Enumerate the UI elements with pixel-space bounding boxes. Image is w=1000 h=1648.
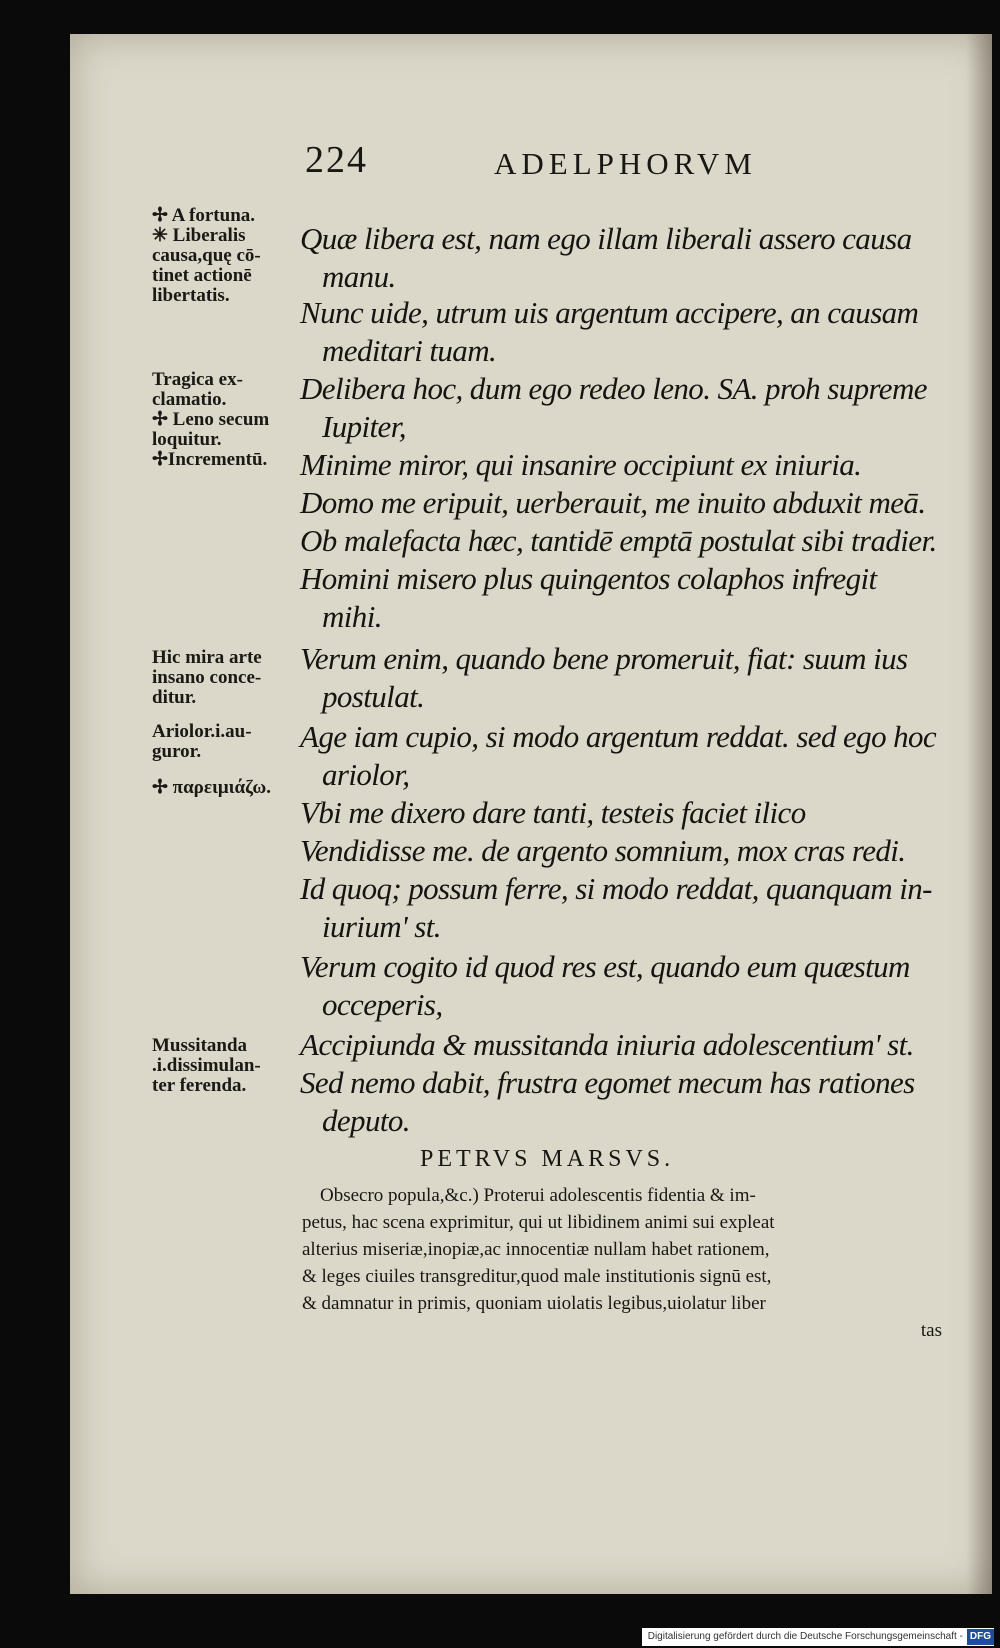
marginal-note <box>152 778 302 798</box>
verse-line: Verum enim, quando bene promeruit, fiat: suum ius <box>300 641 908 676</box>
marginal-note-line: libertatis. <box>152 285 230 306</box>
marginal-note-line: ✳ Liberalis <box>152 225 246 246</box>
verse <box>300 484 980 522</box>
verse-line: Delibera hoc, dum ego redeo leno. SA. proh supreme <box>300 371 927 406</box>
verse <box>300 1026 980 1064</box>
verse-line: manu. <box>322 259 396 294</box>
marginal-note-line: causa,quę cō- <box>152 245 261 266</box>
verse-line: Nunc uide, utrum uis argentum accipere, an causam <box>300 295 919 330</box>
verse-line: ariolor, <box>322 757 410 792</box>
marginal-note-line: ✢ παρειμιάζω. <box>152 777 271 798</box>
verse-line: Id quoq; possum ferre, si modo reddat, quanquam in- <box>300 871 932 906</box>
commentary-text <box>302 1182 982 1344</box>
marginal-note <box>152 648 302 708</box>
commentary-heading: PETRVS MARSVS. <box>420 1146 675 1172</box>
marginal-note <box>152 1036 302 1096</box>
commentary-line: & leges ciuiles transgreditur,quod male institutionis signū est, <box>302 1266 772 1287</box>
verse-line: Minime miror, qui insanire occipiunt ex iniuria. <box>300 447 862 482</box>
marginal-note-line: tinet actionē <box>152 265 252 286</box>
marginal-note <box>152 206 302 306</box>
page-header <box>70 138 992 181</box>
marginal-note <box>152 722 302 762</box>
verse <box>300 640 980 716</box>
verse-line: iurium' st. <box>322 909 441 944</box>
verse-line: occeperis, <box>322 987 443 1022</box>
marginal-note-line: Ariolor.i.au- <box>152 721 252 742</box>
verse-line: Vbi me dixero dare tanti, testeis faciet ilico <box>300 795 806 830</box>
marginal-note-line: ✢ Leno secum <box>152 409 270 430</box>
verse-line: Verum cogito id quod res est, quando eum quæstum <box>300 949 910 984</box>
verse-line: Accipiunda & mussitanda iniuria adolescentium' st. <box>300 1027 914 1062</box>
verse <box>300 1064 980 1140</box>
verse <box>300 560 980 636</box>
verse <box>300 446 980 484</box>
verse <box>300 870 980 946</box>
marginal-note-line: Hic mira arte <box>152 647 262 668</box>
verse-line: Domo me eripuit, uerberauit, me inuito abduxit meā. <box>300 485 926 520</box>
verse-line: Iupiter, <box>322 409 406 444</box>
marginal-note-line: ✢ A fortuna. <box>152 205 256 226</box>
verse-line: deputo. <box>322 1103 410 1138</box>
digitization-footer <box>642 1628 994 1646</box>
verse-line: Age iam cupio, si modo argentum reddat. sed ego hoc <box>300 719 937 754</box>
page-number: 224 <box>305 139 368 181</box>
verse-line: Sed nemo dabit, frustra egomet mecum has rationes <box>300 1065 915 1100</box>
marginal-note-line: ✢Incrementū. <box>152 449 268 470</box>
commentary-line: tas <box>920 1320 942 1341</box>
verse <box>300 832 980 870</box>
verse <box>300 718 980 794</box>
verse-line: meditari tuam. <box>322 333 497 368</box>
marginal-note-line: insano conce- <box>152 667 262 688</box>
verse <box>300 794 980 832</box>
verse <box>300 948 980 1024</box>
marginal-note-line: Tragica ex- <box>152 369 243 390</box>
verse-line: mihi. <box>322 599 382 634</box>
marginal-note-line: clamatio. <box>152 389 227 410</box>
commentary-line: & damnatur in primis, quoniam uiolatis legibus,uiolatur liber <box>302 1293 766 1314</box>
commentary-line: alterius miseriæ,inopiæ,ac innocentiæ nullam habet rationem, <box>302 1239 770 1260</box>
marginal-note-line: guror. <box>152 741 202 762</box>
commentary-line: petus, hac scena exprimitur, qui ut libidinem animi sui expleat <box>302 1212 775 1233</box>
verse-line: postulat. <box>322 679 425 714</box>
verse <box>300 220 980 296</box>
marginal-note-line: .i.dissimulan- <box>152 1055 261 1076</box>
verse-line: Quæ libera est, nam ego illam liberali assero causa <box>300 221 912 256</box>
footer-text: Digitalisierung gefördert durch die Deutsche Forschungsgemeinschaft - <box>647 1631 963 1642</box>
verse <box>300 294 980 370</box>
marginal-note-line: Mussitanda <box>152 1035 248 1056</box>
marginal-note <box>152 370 302 470</box>
commentary-line: Obsecro popula,&c.) Proterui adolescentis fidentia & im- <box>320 1185 756 1206</box>
verse <box>300 370 980 446</box>
verse-line: Vendidisse me. de argento somnium, mox cras redi. <box>300 833 906 868</box>
marginal-note-line: loquitur. <box>152 429 222 450</box>
verse-line: Ob malefacta hæc, tantidē emptā postulat sibi tradier. <box>300 523 937 558</box>
marginal-note-line: ditur. <box>152 687 197 708</box>
dfg-logo: DFG <box>967 1629 994 1645</box>
verse-line: Homini misero plus quingentos colaphos infregit <box>300 561 877 596</box>
marginal-note-line: ter ferenda. <box>152 1075 247 1096</box>
book-page <box>70 34 992 1594</box>
verse <box>300 522 980 560</box>
running-title: ADELPHORVM <box>494 146 757 181</box>
